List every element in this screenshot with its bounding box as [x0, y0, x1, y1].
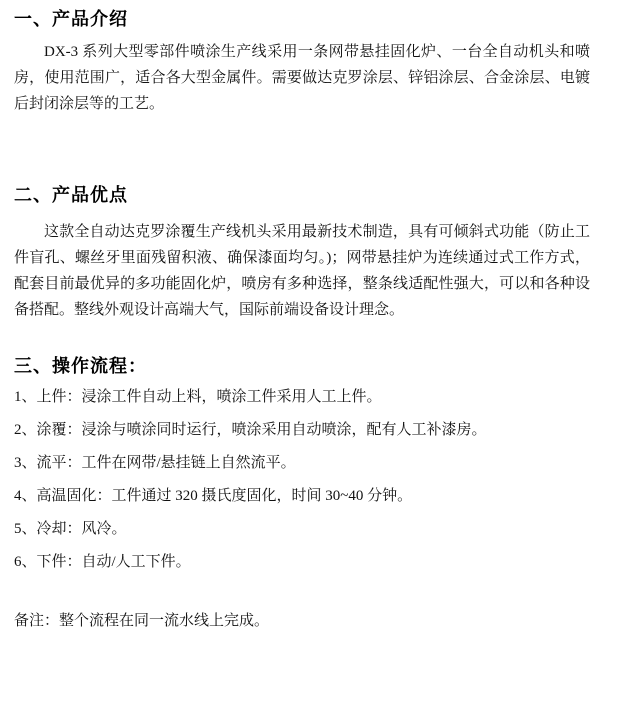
document-page	[0, 8, 618, 707]
process-step-1: 1、上件：浸涂工件自动上料，喷涂工件采用人工上件。	[14, 389, 382, 405]
section-3-heading: 三、操作流程：	[14, 356, 147, 376]
section-2-paragraph: 这款全自动达克罗涂覆生产线机头采用最新技术制造，具有可倾斜式功能（防止工件盲孔、螺丝牙里面残留积液、确保漆面均匀。)；网带悬挂炉为连续通过式工作方式，配套目前最优异的多功能固化炉，喷房有多种选择，整条线适配性强大，可以和各种设备搭配。整线外观设计高端大气，国际前端设备设计理念。	[14, 224, 590, 318]
process-step-5: 5、冷却：风冷。	[14, 521, 127, 537]
note-line: 备注：整个流程在同一流水线上完成。	[14, 613, 270, 629]
section-2-heading: 二、产品优点	[14, 185, 128, 205]
process-step-2: 2、涂覆：浸涂与喷涂同时运行，喷涂采用自动喷涂，配有人工补漆房。	[14, 422, 487, 438]
process-step-4: 4、高温固化：工件通过 320 摄氏度固化，时间 30~40 分钟。	[14, 488, 413, 504]
process-step-3: 3、流平：工件在网带/悬挂链上自然流平。	[14, 455, 296, 471]
process-step-6: 6、下件：自动/人工下件。	[14, 554, 191, 570]
section-1-heading: 一、产品介绍	[14, 9, 128, 29]
section-1-paragraph: DX-3 系列大型零部件喷涂生产线采用一条网带悬挂固化炉、一台全自动机头和喷房，使用范围广，适合各大型金属件。需要做达克罗涂层、锌铝涂层、合金涂层、电镀后封闭涂层等的工艺。	[14, 44, 590, 112]
